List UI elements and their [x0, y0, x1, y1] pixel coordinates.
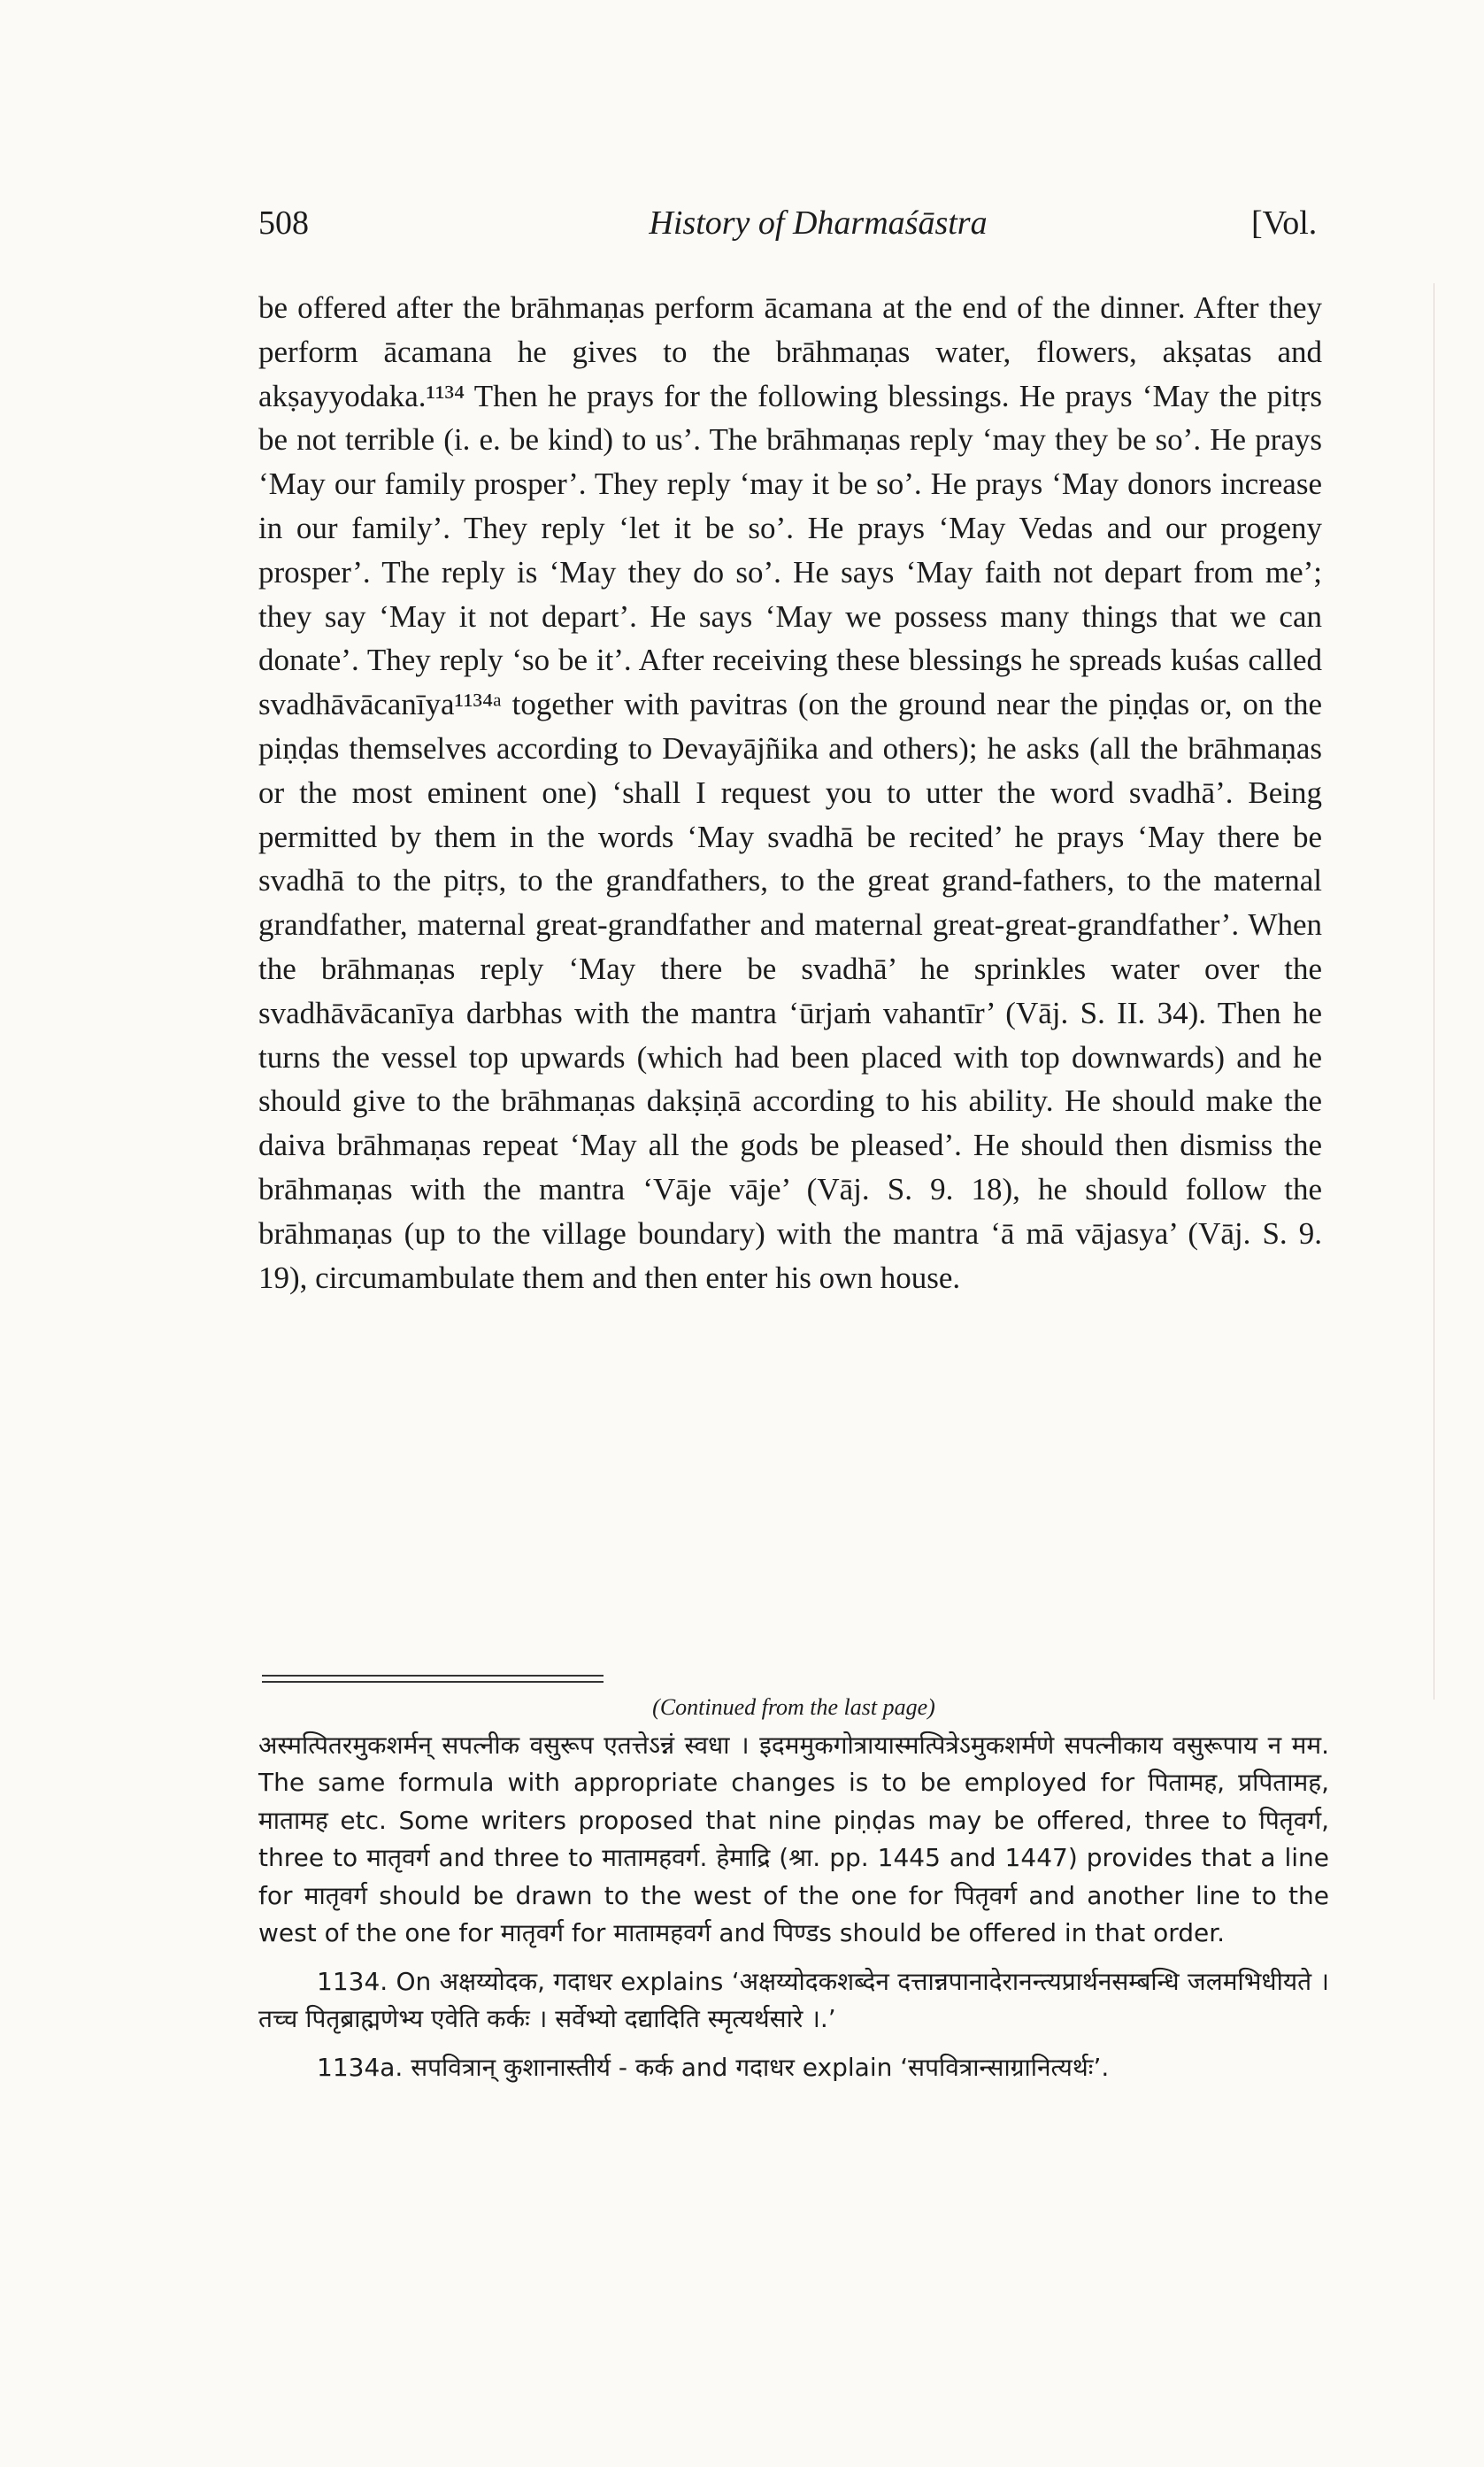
page-number: 508 [258, 204, 309, 242]
continued-label: (Continued from the last page) [652, 1694, 935, 1720]
main-text [258, 286, 1322, 1299]
volume-marker: [Vol. [1251, 204, 1318, 242]
body-paragraph: be offered after the brāhmaṇas perform ācamana at the end of the dinner. After they perform ācamana he gives to the brāhmaṇas water, flowers, akṣatas and akṣayyodaka.¹¹³⁴ Then he prays for the following blessings. He prays ‘May the pitṛs be not terrible (i. e. be kind) to us’. The brāhmaṇas reply ‘may they be so’. He prays ‘May our family prosper’. They reply ‘may it be so’. He prays ‘May donors increase in our family’. They reply ‘let it be so’. He prays ‘May Vedas and our progeny prosper’. The reply is ‘May they do so’. He says ‘May faith not depart from me’; they say ‘May it not depart’. He says ‘May we possess many things that we can donate’. They reply ‘so be it’. After receiving these blessings he spreads kuśas called svadhāvācanīya¹¹³⁴ᵃ together with pavitras (on the ground near the piṇḍas or, on the piṇḍas themselves according to Devayājñika and others); he asks (all the brāhmaṇas or the most eminent one) ‘shall I request you to utter the word svadhā’. Being permitted by them in the words ‘May svadhā be recited’ he prays ‘May there be svadhā to the pitṛs, to the grandfathers, to the great grand-fathers, to the maternal grandfather, maternal great-grandfather and maternal great-great-grandfather’. When the brāhmaṇas reply ‘May there be svadhā’ he sprinkles water over the svadhāvācanīya darbhas with the mantra ‘ūrjaṁ vahantīr’ (Vāj. S. II. 34). Then he turns the vessel top upwards (which had been placed with top downwards) and he should give to the brāhmaṇas dakṣiṇā according to his ability. He should make the daiva brāhmaṇas repeat ‘May all the gods be pleased’. He should then dismiss the brāhmaṇas with the mantra ‘Vāje vāje’ (Vāj. S. 9. 18), he should follow the brāhmaṇas (up to the village boundary) with the mantra ‘ā mā vājasya’ (Vāj. S. 9. 19), circumambulate them and then enter his own house. [258, 290, 1322, 1295]
footnote-1134a: 1134a. सपवित्रान् कुशानास्तीर्य - कर्क and गदाधर explain ‘सपवित्रान्साग्रानित्यर्थः’. [317, 2052, 1110, 2082]
footnote-1134: 1134. On अक्षय्योदक, गदाधर explains ‘अक्षय्योदकशब्देन दत्तान्नपानादेरानन्त्यप्रार्थनसम्बन्धि जलमभिधीयते । तच्च पितृब्राह्मणेभ्य एवेति कर्कः । सर्वेभ्यो दद्यादिति स्मृत्यर्थसारे ।.’ [258, 1966, 1329, 2033]
running-header [258, 204, 1484, 248]
running-title: History of Dharmaśāstra [649, 204, 988, 242]
footnote-divider [262, 1675, 604, 1677]
footnotes [258, 1689, 1329, 2086]
footnote-continued-text: अस्मत्पितरमुकशर्मन् सपत्नीक वसुरूप एतत्तेऽन्नं स्वधा । इदममुकगोत्रायास्मत्पित्रेऽमुकशर्मणे सपत्नीकाय वसुरूपाय न मम. The same formula with appropriate changes is to be employed for पितामह, प्रपितामह, मातामह etc. Some writers proposed that nine piṇḍas may be offered, three to पितृवर्ग, three to मातृवर्ग and three to मातामहवर्ग. हेमाद्रि (श्रा. pp. 1445 and 1447) provides that a line for मातृवर्ग should be drawn to the west of the one for पितृवर्ग and another line to the west of the one for मातृवर्ग for मातामहवर्ग and पिण्डs should be offered in that order. [258, 1730, 1329, 1947]
footnote-divider-second [262, 1681, 604, 1683]
